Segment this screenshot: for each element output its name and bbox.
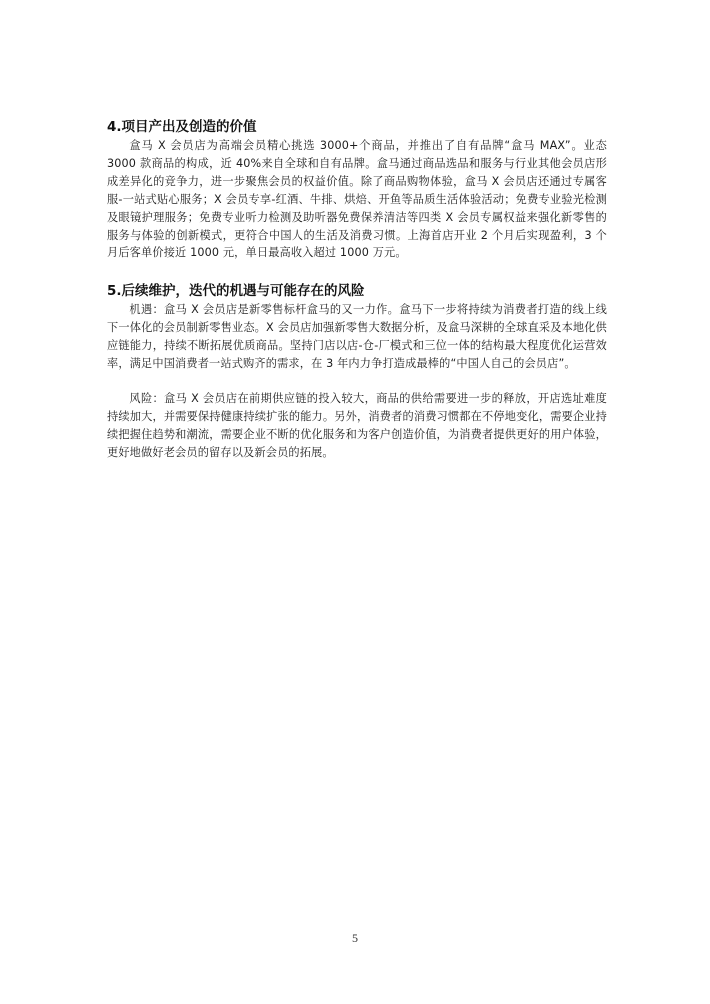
document-body	[107, 118, 607, 462]
paragraph-risks: 风险：盒马 X 会员店在前期供应链的投入较大，商品的供给需要进一步的释放，开店选址难度持续加大，并需要保持健康持续扩张的能力。另外，消费者的消费习惯都在不停地变化，需要企业持续把握住趋势和潮流，需要企业不断的优化服务和为客户创造价值，为消费者提供更好的用户体验，更好地做好老会员的留存以及新会员的拓展。	[107, 391, 607, 459]
section-heading: 4.项目产出及创造的价值	[107, 119, 257, 135]
paragraph: 盒马 X 会员店为高端会员精心挑选 3000+个商品，并推出了自有品牌“盒马 MAX”。业态 3000 款商品的构成，近 40%来自全球和自有品牌。盒马通过商品选品和服务与行业其他会员店形成差异化的竞争力，进一步聚焦会员的权益价值。除了商品购物体验，盒马 X 会员店还通过专属客服-一站式贴心服务；X 会员专享-红酒、牛排、烘焙、开鱼等品质生活体验活动；免费专业验光检测及眼镜护理服务；免费专业听力检测及助听器免费保养清洁等四类 X 会员专属权益来强化新零售的服务与体验的创新模式，更符合中国人的生活及消费习惯。上海首店开业 2 个月后实现盈利，3 个月后客单价接近 1000 元，单日最高收入超过 1000 万元。	[107, 139, 607, 260]
page-number: 5	[352, 931, 358, 945]
section-value-created	[107, 118, 607, 262]
paragraph-opportunities: 机遇：盒马 X 会员店是新零售标杆盒马的又一力作。盒马下一步将持续为消费者打造的线上线下一体化的会员制新零售业态。X 会员店加强新零售大数据分析，及盒马深耕的全球直采及本地化供应链能力，持续不断拓展优质商品。坚持门店以店-仓-厂模式和三位一体的结构最大程度优化运营效率，满足中国消费者一站式购齐的需求，在 3 年内力争打造成最棒的“中国人自己的会员店”。	[107, 303, 607, 371]
section-maintenance-opportunities-risks	[107, 282, 607, 461]
section-heading: 5.后续维护，迭代的机遇与可能存在的风险	[107, 283, 365, 300]
